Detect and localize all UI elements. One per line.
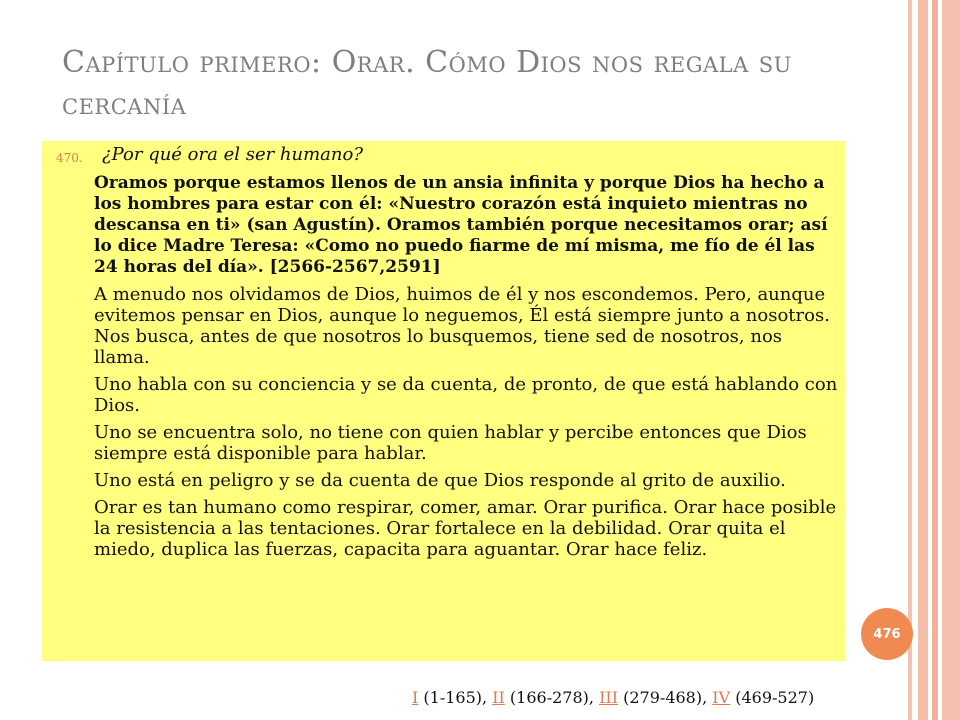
side-bar: [942, 0, 960, 720]
commentary-paragraph: Uno habla con su conciencia y se da cuenta, de pronto, de que está hablando con Dios.: [94, 374, 838, 416]
side-bar: [908, 0, 912, 720]
section-range: (166-278),: [504, 688, 600, 707]
section-link-iii[interactable]: III: [599, 688, 619, 707]
commentary-paragraph: Uno está en peligro y se da cuenta de que Dios responde al grito de auxilio.: [94, 470, 786, 491]
section-link-iv[interactable]: IV: [712, 688, 731, 707]
slide-title: Capítulo primero: Orar. Cómo Dios nos regala su cercanía: [62, 45, 792, 122]
commentary-paragraph: A menudo nos olvidamos de Dios, huimos de él y nos escondemos. Pero, aunque evitemos pensar en Dios, aunque lo neguemos, Él está siempre junto a nosotros. Nos busca, antes de que nosotros lo busquemos, tiene sed de nosotros, nos llama.: [94, 284, 830, 368]
section-links: [412, 688, 814, 707]
question-number: 470.: [56, 151, 83, 165]
decorative-side-bars: [908, 0, 960, 720]
section-link-ii[interactable]: II: [492, 688, 505, 707]
section-range: (469-527): [730, 688, 815, 707]
side-bar: [932, 0, 938, 720]
section-link-i[interactable]: I: [412, 688, 419, 707]
section-range: (279-468),: [618, 688, 713, 707]
content-box: [42, 141, 845, 661]
side-bar: [918, 0, 928, 720]
section-range: (1-165),: [418, 688, 493, 707]
answer-paragraph: Oramos porque estamos llenos de un ansia infinita y porque Dios ha hecho a los hombres para estar con él: «Nuestro corazón está inquieto mientras no descansa en ti» (san Agustín). Oramos también porque necesitamos orar; así lo dice Madre Teresa: «Como no puedo fiarme de mí misma, me fío de él las 24 horas del día». [2566-2567,2591]: [94, 173, 828, 277]
question-text: ¿Por qué ora el ser humano?: [102, 144, 363, 165]
commentary-paragraph: Uno se encuentra solo, no tiene con quien hablar y percibe entonces que Dios siempre está disponible para hablar.: [94, 422, 807, 464]
answer-body: [94, 173, 839, 566]
commentary-paragraph: Orar es tan humano como respirar, comer, amar. Orar purifica. Orar hace posible la resistencia a las tentaciones. Orar fortalece en la debilidad. Orar quita el miedo, duplica las fuerzas, capacita para aguantar. Orar hace feliz.: [94, 497, 837, 560]
page-number-badge: 476: [861, 608, 913, 660]
